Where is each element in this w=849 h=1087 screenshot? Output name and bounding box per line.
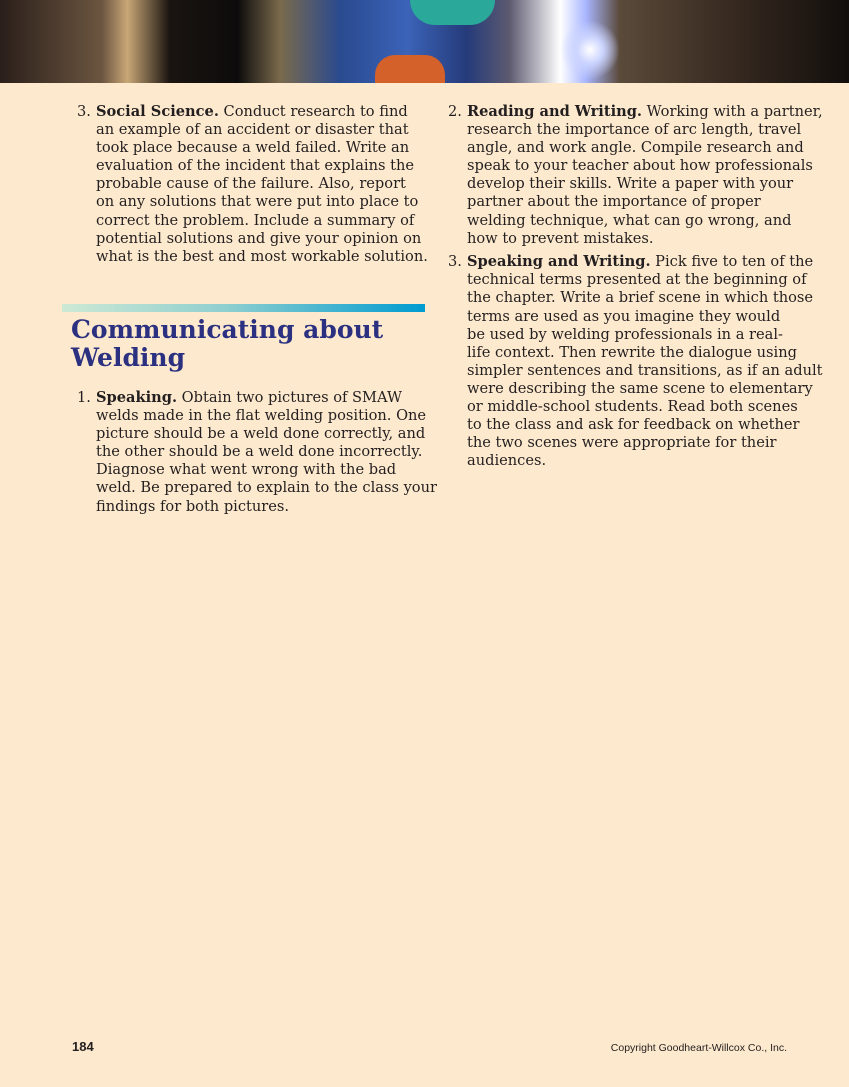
- text-line: what is the best and most workable solution.: [96, 247, 428, 265]
- text-line: the other should be a weld done incorrectly.: [96, 443, 423, 461]
- text-line: welds made in the flat welding position. One: [96, 407, 427, 425]
- text-line: simpler sentences and transitions, as if an adult: [467, 361, 823, 379]
- text-line: took place because a weld failed. Write an: [96, 139, 410, 157]
- item-lead-text: Pick five to ten of the: [650, 253, 814, 271]
- section-heading: [71, 316, 383, 372]
- text-line: findings for both pictures.: [96, 497, 290, 515]
- arc-spark-graphic: [560, 20, 620, 80]
- text-line: probable cause of the failure. Also, report: [96, 175, 406, 193]
- text-line: the two scenes were appropriate for their: [467, 434, 777, 452]
- text-line: [467, 253, 814, 271]
- text-line: [467, 103, 823, 121]
- activity-item: [77, 389, 437, 516]
- text-line: develop their skills. Write a paper with your: [467, 175, 794, 193]
- text-line: Diagnose what went wrong with the bad: [96, 461, 397, 479]
- text-line: or middle-school students. Read both scenes: [467, 398, 798, 415]
- item-number: 2.: [448, 103, 462, 120]
- section-heading-line: Communicating about: [71, 315, 384, 344]
- text-line: angle, and work angle. Compile research and: [467, 139, 804, 157]
- item-lead: Social Science.: [96, 103, 219, 120]
- item-number: 3.: [448, 253, 462, 271]
- text-line: were describing the same scene to elementary: [467, 379, 813, 397]
- page-number: 184: [72, 1039, 94, 1054]
- item-lead: Speaking and Writing.: [467, 253, 651, 271]
- text-line: terms are used as you imagine they would: [467, 307, 781, 325]
- text-line: evaluation of the incident that explains the: [96, 157, 414, 175]
- activity-item: [448, 253, 823, 470]
- item-number: 3.: [77, 103, 91, 120]
- text-line: speak to your teacher about how professionals: [467, 157, 813, 175]
- right-column: [448, 103, 823, 470]
- text-line: to the class and ask for feedback on whether: [467, 416, 800, 434]
- text-line: picture should be a weld done correctly, and: [96, 425, 426, 443]
- text-line: partner about the importance of proper: [467, 193, 761, 211]
- item-lead: Speaking.: [96, 389, 178, 406]
- text-line: research the importance of arc length, travel: [467, 121, 802, 139]
- text-line: the chapter. Write a brief scene in which those: [467, 289, 814, 307]
- text-line: on any solutions that were put into place to: [96, 193, 419, 211]
- item-text: [96, 103, 428, 266]
- left-column-top: [77, 103, 428, 266]
- text-line: technical terms presented at the beginning of: [467, 271, 807, 289]
- text-line: correct the problem. Include a summary of: [96, 211, 415, 229]
- header-photo-welder: [0, 0, 849, 83]
- glove-graphic: [375, 55, 445, 83]
- text-line: [96, 389, 417, 407]
- item-text: [467, 103, 823, 248]
- text-line: [96, 103, 417, 121]
- activity-item: [448, 103, 823, 248]
- text-line: be used by welding professionals in a real-: [467, 325, 783, 343]
- item-text: [96, 389, 437, 516]
- section-divider-bar: [62, 304, 425, 312]
- item-number: 1.: [77, 389, 91, 406]
- text-line: potential solutions and give your opinion on: [96, 229, 422, 247]
- text-line: life context. Then rewrite the dialogue using: [467, 343, 797, 361]
- text-line: weld. Be prepared to explain to the class your: [96, 479, 437, 497]
- text-line: welding technique, what can go wrong, and: [467, 211, 792, 229]
- welding-helmet-graphic: [410, 0, 495, 25]
- copyright-notice: Copyright Goodheart-Willcox Co., Inc.: [610, 1042, 787, 1054]
- text-line: how to prevent mistakes.: [467, 229, 654, 247]
- left-column-bottom: [77, 389, 437, 516]
- item-lead-text: Conduct research to find: [218, 103, 408, 120]
- text-line: an example of an accident or disaster that: [96, 121, 409, 139]
- text-line: audiences.: [467, 452, 547, 470]
- item-text: [467, 253, 823, 470]
- section-heading-line: Welding: [71, 343, 186, 372]
- activity-item: [77, 103, 428, 266]
- item-lead-text: Obtain two pictures of SMAW: [177, 389, 402, 406]
- item-lead: Reading and Writing.: [467, 103, 643, 120]
- item-lead-text: Working with a partner,: [642, 103, 823, 120]
